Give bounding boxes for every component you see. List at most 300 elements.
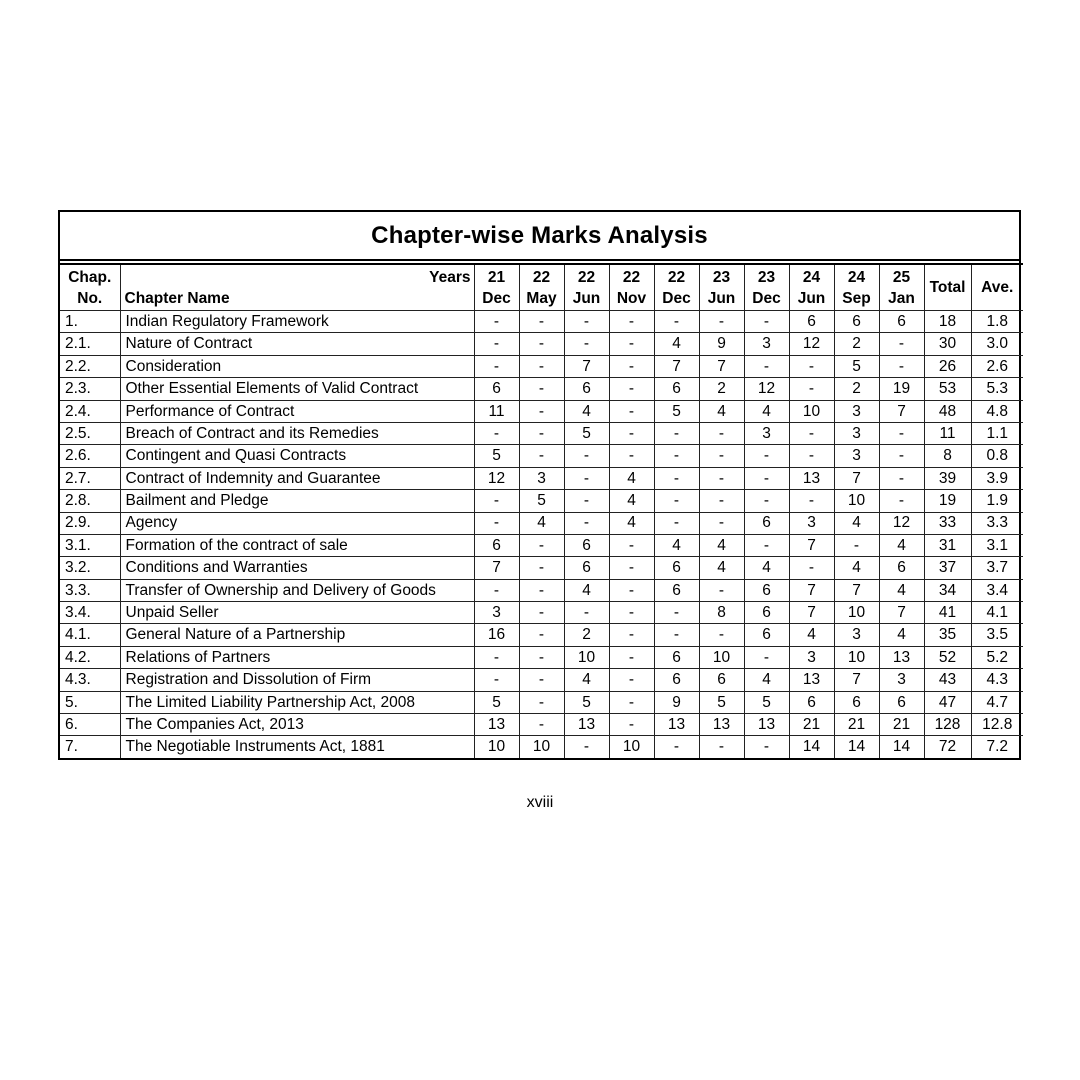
marks-cell: - bbox=[879, 355, 924, 377]
marks-cell: - bbox=[609, 311, 654, 333]
marks-cell: - bbox=[564, 445, 609, 467]
chapter-name-cell: The Negotiable Instruments Act, 1881 bbox=[120, 736, 474, 758]
chapter-name-header bbox=[120, 264, 474, 311]
marks-cell: - bbox=[744, 467, 789, 489]
chapter-name-cell: Consideration bbox=[120, 355, 474, 377]
marks-cell: 11 bbox=[474, 400, 519, 422]
average-cell: 3.3 bbox=[971, 512, 1023, 534]
marks-cell: 14 bbox=[879, 736, 924, 758]
marks-cell: 2 bbox=[699, 378, 744, 400]
chapter-number-cell: 2.8. bbox=[60, 490, 120, 512]
marks-cell: 4 bbox=[834, 512, 879, 534]
session-header: 22 Dec bbox=[654, 264, 699, 311]
marks-cell: - bbox=[789, 378, 834, 400]
marks-cell: 13 bbox=[744, 714, 789, 736]
marks-cell: - bbox=[789, 557, 834, 579]
total-cell: 47 bbox=[924, 691, 971, 713]
marks-cell: 6 bbox=[699, 669, 744, 691]
marks-cell: 21 bbox=[834, 714, 879, 736]
marks-cell: - bbox=[519, 602, 564, 624]
chapter-name-cell: Other Essential Elements of Valid Contract bbox=[120, 378, 474, 400]
marks-cell: 6 bbox=[744, 512, 789, 534]
marks-cell: - bbox=[654, 736, 699, 758]
marks-cell: - bbox=[609, 400, 654, 422]
average-cell: 4.3 bbox=[971, 669, 1023, 691]
marks-cell: 7 bbox=[789, 534, 834, 556]
marks-cell: 6 bbox=[834, 311, 879, 333]
marks-cell: 9 bbox=[699, 333, 744, 355]
table-row bbox=[60, 646, 1023, 668]
marks-cell: - bbox=[519, 669, 564, 691]
marks-cell: 6 bbox=[654, 579, 699, 601]
marks-cell: - bbox=[834, 534, 879, 556]
total-cell: 30 bbox=[924, 333, 971, 355]
marks-cell: 4 bbox=[654, 333, 699, 355]
marks-cell: 5 bbox=[834, 355, 879, 377]
marks-cell: 14 bbox=[834, 736, 879, 758]
marks-cell: 8 bbox=[699, 602, 744, 624]
marks-cell: - bbox=[519, 624, 564, 646]
total-cell: 48 bbox=[924, 400, 971, 422]
marks-cell: - bbox=[879, 333, 924, 355]
marks-cell: 13 bbox=[789, 669, 834, 691]
chapter-number-cell: 3.3. bbox=[60, 579, 120, 601]
marks-cell: 5 bbox=[474, 445, 519, 467]
marks-cell: - bbox=[654, 512, 699, 534]
session-header: 21 Dec bbox=[474, 264, 519, 311]
chapter-name-cell: Transfer of Ownership and Delivery of Goods bbox=[120, 579, 474, 601]
marks-cell: - bbox=[564, 736, 609, 758]
marks-cell: 19 bbox=[879, 378, 924, 400]
marks-cell: 6 bbox=[879, 557, 924, 579]
table-row bbox=[60, 691, 1023, 713]
total-cell: 33 bbox=[924, 512, 971, 534]
marks-cell: 5 bbox=[564, 691, 609, 713]
header-row bbox=[60, 264, 1023, 311]
marks-cell: 4 bbox=[699, 400, 744, 422]
chapter-name-cell: Conditions and Warranties bbox=[120, 557, 474, 579]
marks-cell: 7 bbox=[564, 355, 609, 377]
chapter-number-cell: 7. bbox=[60, 736, 120, 758]
marks-cell: 13 bbox=[654, 714, 699, 736]
marks-cell: - bbox=[519, 400, 564, 422]
marks-cell: 10 bbox=[474, 736, 519, 758]
marks-cell: - bbox=[474, 422, 519, 444]
marks-cell: - bbox=[699, 467, 744, 489]
years-label: Years bbox=[429, 268, 471, 286]
marks-cell: 4 bbox=[519, 512, 564, 534]
total-cell: 34 bbox=[924, 579, 971, 601]
marks-cell: 4 bbox=[744, 400, 789, 422]
session-header: 22 Nov bbox=[609, 264, 654, 311]
chap-no-header: Chap. No. bbox=[60, 264, 120, 311]
table-row bbox=[60, 355, 1023, 377]
marks-cell: 6 bbox=[744, 602, 789, 624]
marks-cell: - bbox=[879, 490, 924, 512]
marks-cell: - bbox=[564, 490, 609, 512]
marks-cell: - bbox=[789, 490, 834, 512]
marks-cell: 7 bbox=[654, 355, 699, 377]
average-cell: 3.4 bbox=[971, 579, 1023, 601]
chapter-name-cell: Bailment and Pledge bbox=[120, 490, 474, 512]
marks-cell: 4 bbox=[879, 534, 924, 556]
marks-cell: 4 bbox=[564, 400, 609, 422]
marks-cell: 10 bbox=[699, 646, 744, 668]
chapter-name-cell: Contingent and Quasi Contracts bbox=[120, 445, 474, 467]
marks-cell: - bbox=[654, 422, 699, 444]
chapter-number-cell: 1. bbox=[60, 311, 120, 333]
chapter-name-cell: Breach of Contract and its Remedies bbox=[120, 422, 474, 444]
average-cell: 3.1 bbox=[971, 534, 1023, 556]
marks-cell: 12 bbox=[879, 512, 924, 534]
total-cell: 37 bbox=[924, 557, 971, 579]
marks-analysis-sheet bbox=[58, 210, 1021, 760]
marks-cell: 10 bbox=[834, 646, 879, 668]
marks-cell: 3 bbox=[744, 422, 789, 444]
marks-cell: 4 bbox=[879, 624, 924, 646]
marks-cell: 4 bbox=[699, 557, 744, 579]
chapter-number-cell: 2.6. bbox=[60, 445, 120, 467]
chapter-number-cell: 5. bbox=[60, 691, 120, 713]
session-header: 24 Sep bbox=[834, 264, 879, 311]
marks-cell: - bbox=[519, 534, 564, 556]
marks-cell: 6 bbox=[654, 557, 699, 579]
marks-cell: - bbox=[564, 311, 609, 333]
total-cell: 18 bbox=[924, 311, 971, 333]
marks-cell: 6 bbox=[654, 646, 699, 668]
marks-cell: - bbox=[699, 512, 744, 534]
average-cell: 5.3 bbox=[971, 378, 1023, 400]
marks-cell: 10 bbox=[789, 400, 834, 422]
chapter-name-cell: Formation of the contract of sale bbox=[120, 534, 474, 556]
chapter-number-cell: 3.4. bbox=[60, 602, 120, 624]
table-row bbox=[60, 624, 1023, 646]
marks-cell: 4 bbox=[654, 534, 699, 556]
marks-cell: 4 bbox=[609, 467, 654, 489]
chapter-number-cell: 2.9. bbox=[60, 512, 120, 534]
average-cell: 1.1 bbox=[971, 422, 1023, 444]
marks-cell: 6 bbox=[474, 378, 519, 400]
marks-cell: 3 bbox=[789, 646, 834, 668]
table-row bbox=[60, 333, 1023, 355]
marks-cell: 10 bbox=[564, 646, 609, 668]
marks-cell: - bbox=[744, 646, 789, 668]
marks-cell: - bbox=[474, 512, 519, 534]
marks-cell: - bbox=[474, 669, 519, 691]
chapter-number-cell: 2.3. bbox=[60, 378, 120, 400]
chapter-name-cell: Indian Regulatory Framework bbox=[120, 311, 474, 333]
average-cell: 5.2 bbox=[971, 646, 1023, 668]
marks-cell: 6 bbox=[879, 311, 924, 333]
marks-cell: - bbox=[474, 311, 519, 333]
marks-cell: 6 bbox=[789, 691, 834, 713]
marks-cell: 6 bbox=[654, 378, 699, 400]
table-row bbox=[60, 400, 1023, 422]
marks-cell: 5 bbox=[654, 400, 699, 422]
marks-cell: - bbox=[519, 355, 564, 377]
marks-cell: - bbox=[879, 422, 924, 444]
average-cell: 3.5 bbox=[971, 624, 1023, 646]
chapter-name-cell: The Companies Act, 2013 bbox=[120, 714, 474, 736]
average-cell: 1.8 bbox=[971, 311, 1023, 333]
marks-cell: 13 bbox=[789, 467, 834, 489]
marks-cell: 2 bbox=[834, 333, 879, 355]
marks-cell: 10 bbox=[609, 736, 654, 758]
marks-cell: 7 bbox=[879, 602, 924, 624]
marks-cell: - bbox=[609, 378, 654, 400]
marks-cell: - bbox=[744, 534, 789, 556]
chapter-number-cell: 6. bbox=[60, 714, 120, 736]
marks-cell: 3 bbox=[834, 422, 879, 444]
chapter-name-cell: Unpaid Seller bbox=[120, 602, 474, 624]
table-row bbox=[60, 534, 1023, 556]
marks-cell: - bbox=[564, 512, 609, 534]
total-cell: 19 bbox=[924, 490, 971, 512]
chapter-name-cell: Performance of Contract bbox=[120, 400, 474, 422]
marks-cell: - bbox=[789, 422, 834, 444]
marks-cell: 3 bbox=[879, 669, 924, 691]
marks-cell: 13 bbox=[564, 714, 609, 736]
page-number: xviii bbox=[526, 794, 554, 811]
marks-cell: - bbox=[519, 378, 564, 400]
total-cell: 72 bbox=[924, 736, 971, 758]
marks-cell: - bbox=[474, 333, 519, 355]
marks-cell: - bbox=[699, 422, 744, 444]
total-cell: 41 bbox=[924, 602, 971, 624]
marks-cell: - bbox=[519, 646, 564, 668]
marks-cell: 6 bbox=[564, 534, 609, 556]
total-cell: 53 bbox=[924, 378, 971, 400]
marks-cell: - bbox=[654, 445, 699, 467]
total-cell: 128 bbox=[924, 714, 971, 736]
marks-cell: 4 bbox=[789, 624, 834, 646]
marks-cell: 5 bbox=[699, 691, 744, 713]
marks-cell: 4 bbox=[744, 669, 789, 691]
marks-cell: - bbox=[519, 691, 564, 713]
marks-cell: 4 bbox=[609, 490, 654, 512]
marks-cell: 6 bbox=[879, 691, 924, 713]
chapter-name-cell: Nature of Contract bbox=[120, 333, 474, 355]
marks-cell: 10 bbox=[834, 490, 879, 512]
marks-cell: - bbox=[744, 445, 789, 467]
marks-cell: 10 bbox=[834, 602, 879, 624]
table-row bbox=[60, 445, 1023, 467]
total-cell: 8 bbox=[924, 445, 971, 467]
marks-cell: - bbox=[654, 311, 699, 333]
chapter-name-label: Chapter Name bbox=[124, 289, 230, 307]
chapter-name-cell: General Nature of a Partnership bbox=[120, 624, 474, 646]
table-row bbox=[60, 512, 1023, 534]
table-row bbox=[60, 490, 1023, 512]
marks-cell: 14 bbox=[789, 736, 834, 758]
marks-cell: 12 bbox=[789, 333, 834, 355]
chapter-number-cell: 2.1. bbox=[60, 333, 120, 355]
table-row bbox=[60, 579, 1023, 601]
marks-cell: 21 bbox=[789, 714, 834, 736]
average-cell: 3.0 bbox=[971, 333, 1023, 355]
average-cell: 3.9 bbox=[971, 467, 1023, 489]
marks-cell: 4 bbox=[744, 557, 789, 579]
marks-cell: 3 bbox=[834, 400, 879, 422]
marks-cell: - bbox=[609, 602, 654, 624]
marks-cell: - bbox=[609, 624, 654, 646]
session-header: 23 Jun bbox=[699, 264, 744, 311]
marks-cell: 5 bbox=[744, 691, 789, 713]
marks-cell: - bbox=[879, 445, 924, 467]
marks-cell: - bbox=[519, 557, 564, 579]
average-cell: 12.8 bbox=[971, 714, 1023, 736]
marks-cell: - bbox=[609, 691, 654, 713]
marks-cell: 7 bbox=[834, 579, 879, 601]
marks-cell: - bbox=[879, 467, 924, 489]
marks-cell: - bbox=[744, 736, 789, 758]
marks-cell: 6 bbox=[744, 579, 789, 601]
table-row bbox=[60, 714, 1023, 736]
chapter-number-cell: 2.7. bbox=[60, 467, 120, 489]
marks-cell: 3 bbox=[789, 512, 834, 534]
marks-cell: 6 bbox=[744, 624, 789, 646]
marks-cell: 7 bbox=[474, 557, 519, 579]
marks-cell: 12 bbox=[744, 378, 789, 400]
chapter-name-cell: The Limited Liability Partnership Act, 2008 bbox=[120, 691, 474, 713]
total-cell: 52 bbox=[924, 646, 971, 668]
average-header: Ave. bbox=[971, 264, 1023, 311]
marks-cell: 3 bbox=[834, 624, 879, 646]
marks-cell: - bbox=[699, 445, 744, 467]
marks-cell: 10 bbox=[519, 736, 564, 758]
table-row bbox=[60, 736, 1023, 758]
total-header: Total bbox=[924, 264, 971, 311]
session-header: 22 Jun bbox=[564, 264, 609, 311]
average-cell: 4.1 bbox=[971, 602, 1023, 624]
table-row bbox=[60, 378, 1023, 400]
marks-cell: - bbox=[519, 311, 564, 333]
marks-cell: - bbox=[519, 714, 564, 736]
session-header: 22 May bbox=[519, 264, 564, 311]
marks-cell: 7 bbox=[834, 467, 879, 489]
marks-cell: 2 bbox=[834, 378, 879, 400]
marks-cell: 3 bbox=[519, 467, 564, 489]
chapter-number-cell: 2.2. bbox=[60, 355, 120, 377]
marks-cell: 13 bbox=[474, 714, 519, 736]
marks-cell: - bbox=[609, 333, 654, 355]
marks-cell: - bbox=[744, 311, 789, 333]
marks-cell: - bbox=[609, 579, 654, 601]
total-cell: 26 bbox=[924, 355, 971, 377]
marks-cell: - bbox=[564, 467, 609, 489]
marks-cell: - bbox=[609, 534, 654, 556]
marks-cell: - bbox=[699, 736, 744, 758]
marks-cell: - bbox=[474, 355, 519, 377]
marks-cell: - bbox=[474, 579, 519, 601]
session-header: 25 Jan bbox=[879, 264, 924, 311]
marks-cell: - bbox=[654, 467, 699, 489]
marks-cell: - bbox=[474, 490, 519, 512]
marks-cell: 21 bbox=[879, 714, 924, 736]
marks-cell: 4 bbox=[564, 579, 609, 601]
marks-cell: - bbox=[609, 669, 654, 691]
table-row bbox=[60, 311, 1023, 333]
marks-cell: 7 bbox=[879, 400, 924, 422]
table-body bbox=[60, 311, 1023, 758]
marks-cell: - bbox=[699, 490, 744, 512]
marks-cell: 13 bbox=[699, 714, 744, 736]
average-cell: 4.7 bbox=[971, 691, 1023, 713]
marks-cell: 7 bbox=[699, 355, 744, 377]
marks-cell: 7 bbox=[789, 602, 834, 624]
marks-cell: - bbox=[519, 579, 564, 601]
marks-cell: 12 bbox=[474, 467, 519, 489]
table-title: Chapter-wise Marks Analysis bbox=[60, 212, 1019, 261]
total-cell: 39 bbox=[924, 467, 971, 489]
marks-cell: 4 bbox=[564, 669, 609, 691]
marks-cell: - bbox=[699, 579, 744, 601]
marks-cell: - bbox=[744, 355, 789, 377]
chapter-number-cell: 3.1. bbox=[60, 534, 120, 556]
chapter-number-cell: 2.5. bbox=[60, 422, 120, 444]
marks-cell: 9 bbox=[654, 691, 699, 713]
marks-cell: - bbox=[744, 490, 789, 512]
total-cell: 11 bbox=[924, 422, 971, 444]
chapter-name-cell: Registration and Dissolution of Firm bbox=[120, 669, 474, 691]
average-cell: 2.6 bbox=[971, 355, 1023, 377]
average-cell: 7.2 bbox=[971, 736, 1023, 758]
marks-cell: - bbox=[654, 602, 699, 624]
marks-cell: 6 bbox=[789, 311, 834, 333]
marks-cell: - bbox=[789, 445, 834, 467]
chapter-number-cell: 4.1. bbox=[60, 624, 120, 646]
marks-cell: 4 bbox=[834, 557, 879, 579]
marks-cell: - bbox=[609, 557, 654, 579]
chapter-name-cell: Agency bbox=[120, 512, 474, 534]
marks-cell: - bbox=[519, 445, 564, 467]
chapter-name-cell: Contract of Indemnity and Guarantee bbox=[120, 467, 474, 489]
chapter-number-cell: 3.2. bbox=[60, 557, 120, 579]
chapter-number-cell: 2.4. bbox=[60, 400, 120, 422]
marks-cell: 3 bbox=[474, 602, 519, 624]
marks-cell: 6 bbox=[654, 669, 699, 691]
marks-cell: 16 bbox=[474, 624, 519, 646]
table-row bbox=[60, 467, 1023, 489]
total-cell: 31 bbox=[924, 534, 971, 556]
marks-cell: 5 bbox=[519, 490, 564, 512]
marks-cell: - bbox=[609, 714, 654, 736]
average-cell: 0.8 bbox=[971, 445, 1023, 467]
total-cell: 35 bbox=[924, 624, 971, 646]
marks-cell: - bbox=[564, 333, 609, 355]
marks-cell: - bbox=[789, 355, 834, 377]
marks-cell: 4 bbox=[699, 534, 744, 556]
table-row bbox=[60, 422, 1023, 444]
marks-cell: - bbox=[699, 624, 744, 646]
marks-cell: - bbox=[654, 624, 699, 646]
marks-cell: 7 bbox=[789, 579, 834, 601]
marks-cell: 2 bbox=[564, 624, 609, 646]
table-row bbox=[60, 669, 1023, 691]
session-header: 23 Dec bbox=[744, 264, 789, 311]
session-header: 24 Jun bbox=[789, 264, 834, 311]
average-cell: 4.8 bbox=[971, 400, 1023, 422]
marks-cell: - bbox=[609, 445, 654, 467]
chapter-name-cell: Relations of Partners bbox=[120, 646, 474, 668]
marks-cell: - bbox=[519, 333, 564, 355]
marks-cell: - bbox=[654, 490, 699, 512]
marks-cell: 6 bbox=[834, 691, 879, 713]
marks-cell: 6 bbox=[564, 557, 609, 579]
marks-cell: 6 bbox=[564, 378, 609, 400]
total-cell: 43 bbox=[924, 669, 971, 691]
average-cell: 1.9 bbox=[971, 490, 1023, 512]
